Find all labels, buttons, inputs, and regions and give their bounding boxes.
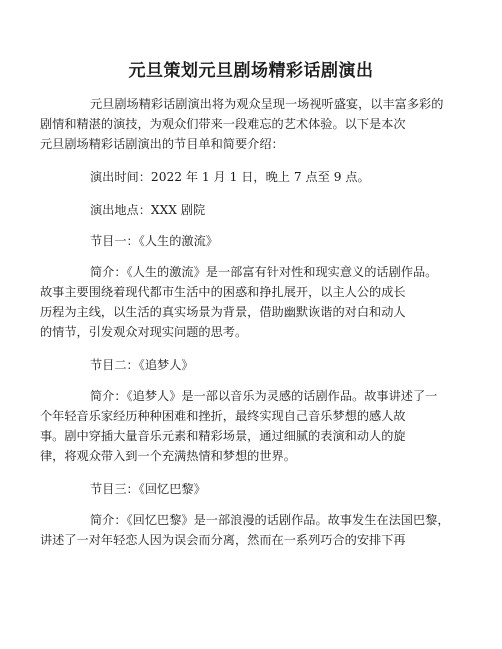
- intro-paragraph: [40, 94, 465, 154]
- program-heading: [40, 355, 465, 375]
- text-line: 历程为主线，以生活的真实场景为背景，借助幽默诙谐的对白和动人: [40, 305, 406, 319]
- text-line: 元旦剧场精彩话剧演出的节目单和简要介绍：: [40, 137, 284, 151]
- text-line: 讲述了一对年轻恋人因为误会而分离，然而在一系列巧合的安排下再: [40, 533, 406, 547]
- performance-venue: [40, 200, 465, 220]
- text-line: 简介：《回忆巴黎》是一部浪漫的话剧作品。故事发生在法国巴黎，: [90, 513, 450, 527]
- program-heading: [40, 479, 465, 499]
- text-line: 节目二：《追梦人》: [90, 358, 194, 372]
- text-line: 演出时间：2022 年 1 月 1 日，晚上 7 点至 9 点。: [90, 170, 370, 184]
- performance-time: [40, 167, 465, 187]
- text-line: 简介：《人生的激流》是一部富有针对性和现实意义的话剧作品。: [90, 265, 438, 279]
- program-summary: [40, 386, 465, 466]
- text-line: 简介：《追梦人》是一部以音乐为灵感的话剧作品。故事讲述了一: [90, 389, 438, 403]
- text-line: 演出地点：XXX 剧院: [90, 203, 206, 217]
- text-line: 个年轻音乐家经历种种困难和挫折，最终实现自己音乐梦想的感人故: [40, 409, 406, 423]
- text-line: 节目一：《人生的激流》: [90, 234, 218, 248]
- program-summary: [40, 510, 465, 550]
- document-title: 元旦策划元旦剧场精彩话剧演出: [128, 61, 374, 81]
- text-line: 故事主要围绕着现代都市生活中的困惑和挣扎展开，以主人公的成长: [40, 285, 406, 299]
- text-line: 律，将观众带入到一个充满热情和梦想的世界。: [40, 449, 296, 463]
- text-line: 元旦剧场精彩话剧演出将为观众呈现一场视听盛宴，以丰富多彩的: [90, 97, 444, 111]
- text-line: 的情节，引发观众对现实问题的思考。: [40, 325, 248, 339]
- text-line: 事。剧中穿插大量音乐元素和精彩场景，通过细腻的表演和动人的旋: [40, 429, 406, 443]
- program-summary: [40, 262, 465, 342]
- text-line: 剧情和精湛的演技，为观众们带来一段难忘的艺术体验。以下是本次: [40, 117, 406, 131]
- program-heading: [40, 231, 465, 251]
- text-line: 节目三：《回忆巴黎》: [90, 482, 206, 496]
